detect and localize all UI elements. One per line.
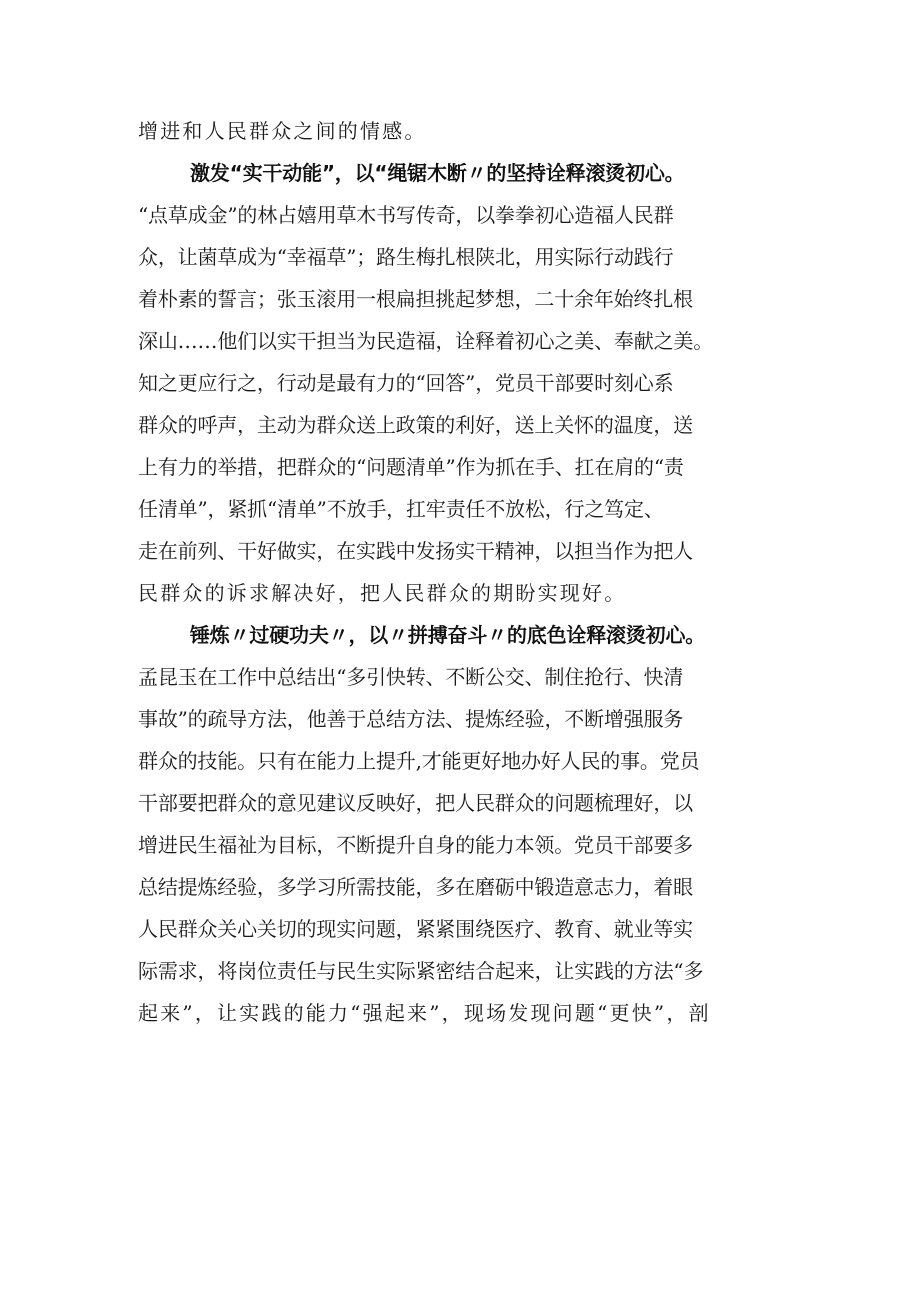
paragraph-line: 走在前列、干好做实，在实践中发扬实干精神，以担当作为把人	[138, 539, 693, 563]
paragraph-line: 上有力的举措，把群众的“问题清单”作为抓在手、扛在肩的“责	[138, 455, 684, 479]
paragraph-line: 群众的呼声，主动为群众送上政策的利好，送上关怀的温度，送	[138, 413, 693, 437]
paragraph-line: 着朴素的誓言；张玉滚用一根扁担挑起梦想，二十余年始终扎根	[138, 287, 693, 311]
paragraph-line: 起来”，让实践的能力“强起来”，现场发现问题“更快”，剖	[138, 1001, 711, 1025]
paragraph-line: 任清单”，紧抓“清单”不放手，扛牢责任不放松，行之笃定、	[138, 497, 664, 521]
paragraph-line: 孟昆玉在工作中总结出“多引快转、不断公交、制住抢行、快清	[138, 665, 684, 689]
paragraph-line: 总结提炼经验，多学习所需技能，多在磨砺中锻造意志力，着眼	[138, 875, 693, 899]
paragraph-line: 众，让菌草成为“幸福草”；路生梅扎根陕北，用实际行动践行	[138, 245, 674, 269]
paragraph-line: 知之更应行之，行动是最有力的“回答”，党员干部要时刻心系	[138, 371, 674, 395]
paragraph-line: 际需求，将岗位责任与民生实际紧密结合起来，让实践的方法“多	[138, 959, 704, 983]
paragraph-line: 群众的技能。只有在能力上提升,才能更好地办好人民的事。党员	[138, 749, 700, 773]
paragraph-line: 民群众的诉求解决好，把人民群众的期盼实现好。	[138, 581, 627, 605]
document-body	[138, 110, 798, 1034]
paragraph-line: 增进民生福祉为目标，不断提升自身的能力本领。党员干部要多	[138, 833, 693, 857]
paragraph-line: 干部要把群众的意见建议反映好，把人民群众的问题梳理好，以	[138, 791, 693, 815]
paragraph-line: “点草成金”的林占嬉用草木书写传奇，以拳拳初心造福人民群	[138, 203, 674, 227]
paragraph-line: 增进和人民群众之间的情感。	[138, 119, 427, 143]
section-heading: 激发“实干动能”，以“绳锯木断〃的坚持诠释滚烫初心。	[190, 161, 685, 185]
paragraph-line: 深山……他们以实干担当为民造福，诠释着初心之美、奉献之美。	[138, 329, 714, 353]
section-heading: 锤炼〃过硬功夫〃，以〃拼搏奋斗〃的底色诠释滚烫初心。	[190, 623, 706, 647]
paragraph-line: 事故”的疏导方法，他善于总结方法、提炼经验，不断增强服务	[138, 707, 684, 731]
paragraph-line: 人民群众关心关切的现实问题，紧紧围绕医疗、教育、就业等实	[138, 917, 693, 941]
